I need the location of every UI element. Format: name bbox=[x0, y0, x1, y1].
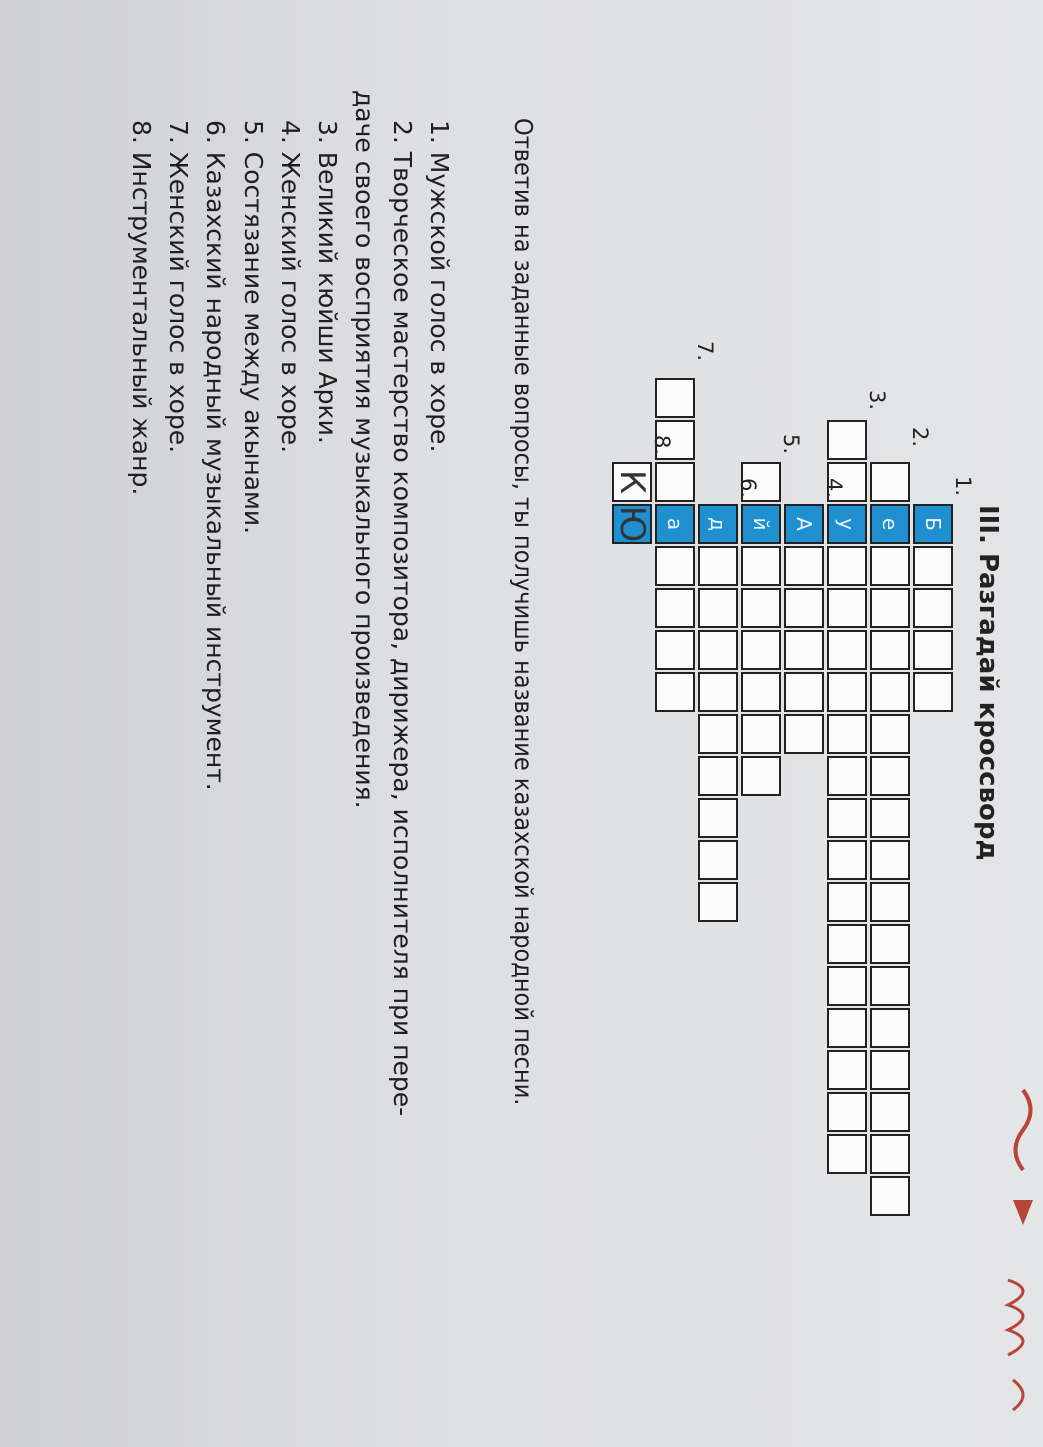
crossword-cell bbox=[655, 630, 695, 670]
crossword-cell bbox=[698, 798, 738, 838]
crossword-row-number: 3. bbox=[865, 390, 889, 411]
crossword-cell bbox=[655, 672, 695, 712]
crossword-cell bbox=[741, 756, 781, 796]
crossword-cell bbox=[784, 714, 824, 754]
crossword-cell bbox=[655, 546, 695, 586]
crossword-cell bbox=[870, 462, 910, 502]
crossword-cell bbox=[741, 588, 781, 628]
crossword-cell bbox=[870, 672, 910, 712]
crossword-cell bbox=[698, 672, 738, 712]
crossword-key-cell: е bbox=[870, 504, 910, 544]
crossword-row-number: 8. bbox=[650, 435, 674, 456]
clue-1: 1. Мужской голос в хоре. bbox=[425, 120, 454, 453]
crossword-cell bbox=[827, 420, 867, 460]
decorative-ornament bbox=[1003, 1080, 1043, 1440]
handwritten-letter-cell: Ю bbox=[612, 505, 652, 543]
crossword-cell bbox=[913, 630, 953, 670]
crossword-cell bbox=[870, 714, 910, 754]
crossword-key-cell: й bbox=[741, 504, 781, 544]
clue-list bbox=[122, 90, 458, 1290]
crossword-cell bbox=[827, 840, 867, 880]
crossword-cell bbox=[827, 588, 867, 628]
crossword-key-cell: д bbox=[698, 504, 738, 544]
crossword-cell bbox=[870, 546, 910, 586]
crossword-cell bbox=[827, 630, 867, 670]
crossword-cell bbox=[827, 1134, 867, 1174]
crossword-cell bbox=[784, 672, 824, 712]
clue-6: 6. Казахский народный музыкальный инструмент. bbox=[201, 120, 231, 791]
crossword-cell bbox=[870, 840, 910, 880]
crossword-cell bbox=[827, 714, 867, 754]
clue-8: 8. Инструментальный жанр. bbox=[126, 120, 156, 496]
crossword-cell bbox=[827, 966, 867, 1006]
crossword-row-number: 1. bbox=[951, 476, 975, 497]
crossword-cell bbox=[655, 378, 695, 418]
crossword-row-number: 5. bbox=[779, 434, 803, 455]
crossword-cell bbox=[827, 756, 867, 796]
crossword-key-cell: Б bbox=[913, 504, 953, 544]
crossword-cell bbox=[870, 1092, 910, 1132]
crossword-cell bbox=[827, 672, 867, 712]
crossword-row-number: 2. bbox=[908, 427, 932, 448]
clue-3: 3. Великий кюйши Арки. bbox=[313, 120, 343, 444]
crossword-cell bbox=[741, 546, 781, 586]
crossword-cell bbox=[827, 1008, 867, 1048]
crossword-cell bbox=[913, 672, 953, 712]
handwritten-letter-cell: К bbox=[612, 462, 652, 502]
crossword-cell bbox=[784, 588, 824, 628]
crossword-cell bbox=[698, 546, 738, 586]
crossword-row-number: 7. bbox=[693, 341, 717, 362]
intro-paragraph: Ответив на заданные вопросы, ты получишь название казахской народной песни. bbox=[509, 118, 538, 1106]
crossword-cell bbox=[870, 882, 910, 922]
crossword-key-cell: у bbox=[827, 504, 867, 544]
crossword-cell bbox=[870, 1176, 910, 1216]
crossword-cell bbox=[827, 1050, 867, 1090]
crossword-row-number: 6. bbox=[736, 478, 760, 499]
crossword-cell bbox=[655, 462, 695, 502]
crossword-cell bbox=[913, 546, 953, 586]
crossword-cell bbox=[870, 966, 910, 1006]
crossword-cell bbox=[698, 840, 738, 880]
crossword-cell bbox=[698, 882, 738, 922]
crossword-cell bbox=[741, 630, 781, 670]
crossword-key-cell: а bbox=[655, 504, 695, 544]
crossword-cell bbox=[784, 546, 824, 586]
crossword-cell bbox=[870, 756, 910, 796]
crossword-cell bbox=[827, 882, 867, 922]
crossword-cell bbox=[870, 924, 910, 964]
crossword-row-number: 4. bbox=[822, 478, 846, 499]
crossword-cell bbox=[741, 714, 781, 754]
crossword-cell bbox=[827, 924, 867, 964]
crossword-cell bbox=[827, 1092, 867, 1132]
crossword-cell bbox=[870, 1050, 910, 1090]
section-title: III. Разгадай кроссворд bbox=[973, 505, 1003, 861]
clue-5: 5. Состязание между акынами. bbox=[238, 120, 268, 535]
crossword-cell bbox=[655, 588, 695, 628]
crossword-cell bbox=[870, 588, 910, 628]
crossword-cell bbox=[870, 798, 910, 838]
crossword-cell bbox=[827, 546, 867, 586]
crossword-key-cell: А bbox=[784, 504, 824, 544]
intro-text bbox=[503, 90, 543, 1240]
crossword-cell bbox=[698, 756, 738, 796]
crossword-cell bbox=[913, 588, 953, 628]
crossword-cell bbox=[870, 1008, 910, 1048]
clue-2: 2. Творческое мастерство композитора, дирижера, исполнителя при пере- bbox=[387, 120, 417, 1117]
clue-2-continuation: дачe своего восприятия музыкального произведения. bbox=[350, 90, 380, 809]
crossword-cell bbox=[741, 672, 781, 712]
crossword-cell bbox=[784, 630, 824, 670]
crossword-cell bbox=[870, 630, 910, 670]
crossword-cell bbox=[698, 630, 738, 670]
clue-4: 4. Женский голос в хоре. bbox=[275, 120, 305, 454]
crossword-cell bbox=[827, 798, 867, 838]
crossword-cell bbox=[870, 1134, 910, 1174]
clue-7: 7. Женский голос в хоре. bbox=[163, 120, 193, 454]
crossword-cell bbox=[698, 588, 738, 628]
crossword-cell bbox=[698, 714, 738, 754]
